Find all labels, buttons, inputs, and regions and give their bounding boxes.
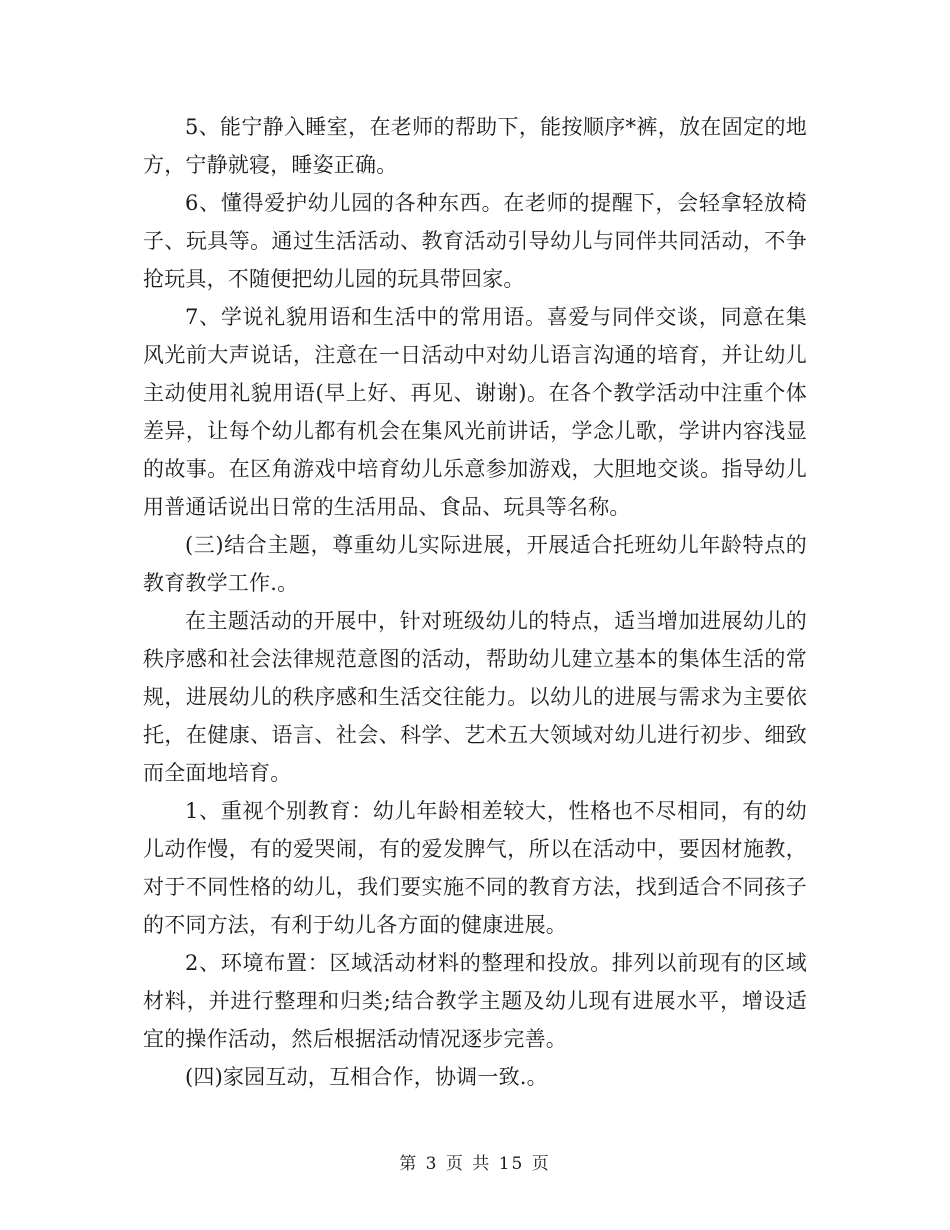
paragraph-item-7: 7、学说礼貌用语和生活中的常用语。喜爱与同伴交谈，同意在集风光前大声说话，注意在一日活动中对幼儿语言沟通的培育，并让幼儿主动使用礼貌用语(早上好、再见、谢谢)。在各个教学活动中注重个体差异，让每个幼儿都有机会在集风光前讲话，学念儿歌，学讲内容浅显的故事。在区角游戏中培育幼儿乐意参加游戏，大胆地交谈。指导幼儿用普通话说出日常的生活用品、食品、玩具等名称。 — [143, 305, 807, 519]
paragraph-item-6: 6、懂得爱护幼儿园的各种东西。在老师的提醒下，会轻拿轻放椅子、玩具等。通过生活活动、教育活动引导幼儿与同伴共同活动，不争抢玩具，不随便把幼儿园的玩具带回家。 — [143, 191, 807, 291]
paragraph-item-5: 5、能宁静入睡室，在老师的帮助下，能按顺序*裤，放在固定的地方，宁静就寝，睡姿正确。 — [143, 115, 807, 177]
paragraph-theme-activities: 在主题活动的开展中，针对班级幼儿的特点，适当增加进展幼儿的秩序感和社会法律规范意图的活动，帮助幼儿建立基本的集体生活的常规，进展幼儿的秩序感和生活交往能力。以幼儿的进展与需求为主要依托，在健康、语言、社会、科学、艺术五大领域对幼儿进行初步、细致而全面地培育。 — [143, 609, 807, 785]
section-heading-3: (三)结合主题，尊重幼儿实际进展，开展适合托班幼儿年龄特点的教育教学工作.。 — [143, 533, 807, 595]
paragraph-environment-setup: 2、环境布置：区域活动材料的整理和投放。排列以前现有的区域材料，并进行整理和归类;结合教学主题及幼儿现有进展水平，增设适宜的操作活动，然后根据活动情况逐步完善。 — [143, 951, 807, 1051]
document-body — [143, 108, 807, 1096]
paragraph-individual-education: 1、重视个别教育：幼儿年龄相差较大，性格也不尽相同，有的幼儿动作慢，有的爱哭闹，有的爱发脾气，所以在活动中，要因材施教，对于不同性格的幼儿，我们要实施不同的教育方法，找到适合不同孩子的不同方法，有利于幼儿各方面的健康进展。 — [143, 799, 807, 937]
section-heading-4: (四)家园互动，互相合作，协调一致.。 — [185, 1065, 548, 1089]
page-footer: 第 3 页 共 15 页 — [399, 1154, 551, 1174]
